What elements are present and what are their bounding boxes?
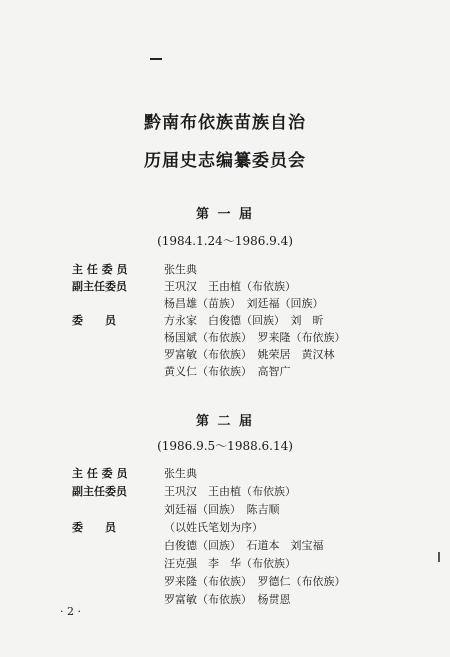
session-2-chair-role: 主 任 委 员 [72, 467, 128, 480]
title-line-1: 黔南布依族苗族自治 [144, 113, 306, 133]
session-1-member-role: 委 员 [72, 314, 116, 327]
session-1-vice-2: 杨昌雄（苗族） 刘廷福（回族） [164, 297, 324, 310]
session-2-chair: 张生典 [164, 467, 197, 480]
session-2-vice-2: 刘廷福（回族） 陈吉顺 [164, 503, 280, 516]
session-2-heading: 第 二 届 [195, 414, 255, 429]
session-1-member-4: 黄义仁（布依族） 高智广 [164, 365, 291, 378]
session-2-member-1: 白俊德（回族） 石道本 刘宝福 [164, 539, 324, 552]
session-1-vice-row [72, 279, 296, 295]
session-2-vice-row [72, 484, 296, 500]
session-1-member-2: 杨国斌（布依族） 罗来隆（布依族） [164, 331, 346, 344]
session-2-member-row [72, 520, 263, 536]
session-1-heading: 第 一 届 [195, 207, 255, 222]
session-1-vice-role: 副主任委员 [72, 280, 127, 293]
session-2-vice-role: 副主任委员 [72, 485, 127, 498]
session-1-vice-1: 王巩汉 王由植（布依族） [164, 280, 296, 293]
session-2-member-2: 汪克强 李 华（布依族） [164, 557, 296, 570]
session-2-member-note: （以姓氏笔划为序） [164, 521, 263, 534]
stray-mark [150, 58, 162, 60]
session-2-chair-row [72, 466, 197, 482]
edge-mark [438, 552, 440, 562]
session-1-member-1: 方永家 白俊德（回族） 刘 昕 [164, 314, 324, 327]
session-2-dates: (1986.9.5～1988.6.14) [157, 439, 293, 453]
session-1-chair-role: 主 任 委 员 [72, 263, 128, 276]
session-1-member-row [72, 313, 324, 329]
session-2-member-4: 罗富敏（布依族） 杨贯恩 [164, 593, 291, 606]
session-1-member-3: 罗富敏（布依族） 姚荣居 黄汉林 [164, 348, 335, 361]
page-number: · 2 · [60, 605, 81, 618]
session-1-chair-row [72, 262, 197, 278]
session-2-vice-1: 王巩汉 王由植（布依族） [164, 485, 296, 498]
session-1-chair: 张生典 [164, 263, 197, 276]
session-2-member-role: 委 员 [72, 521, 116, 534]
session-1-dates: (1984.1.24～1986.9.4) [157, 234, 293, 248]
title-line-2: 历届史志编纂委员会 [144, 151, 306, 171]
session-2-member-3: 罗来隆（布依族） 罗德仁（布依族） [164, 575, 346, 588]
